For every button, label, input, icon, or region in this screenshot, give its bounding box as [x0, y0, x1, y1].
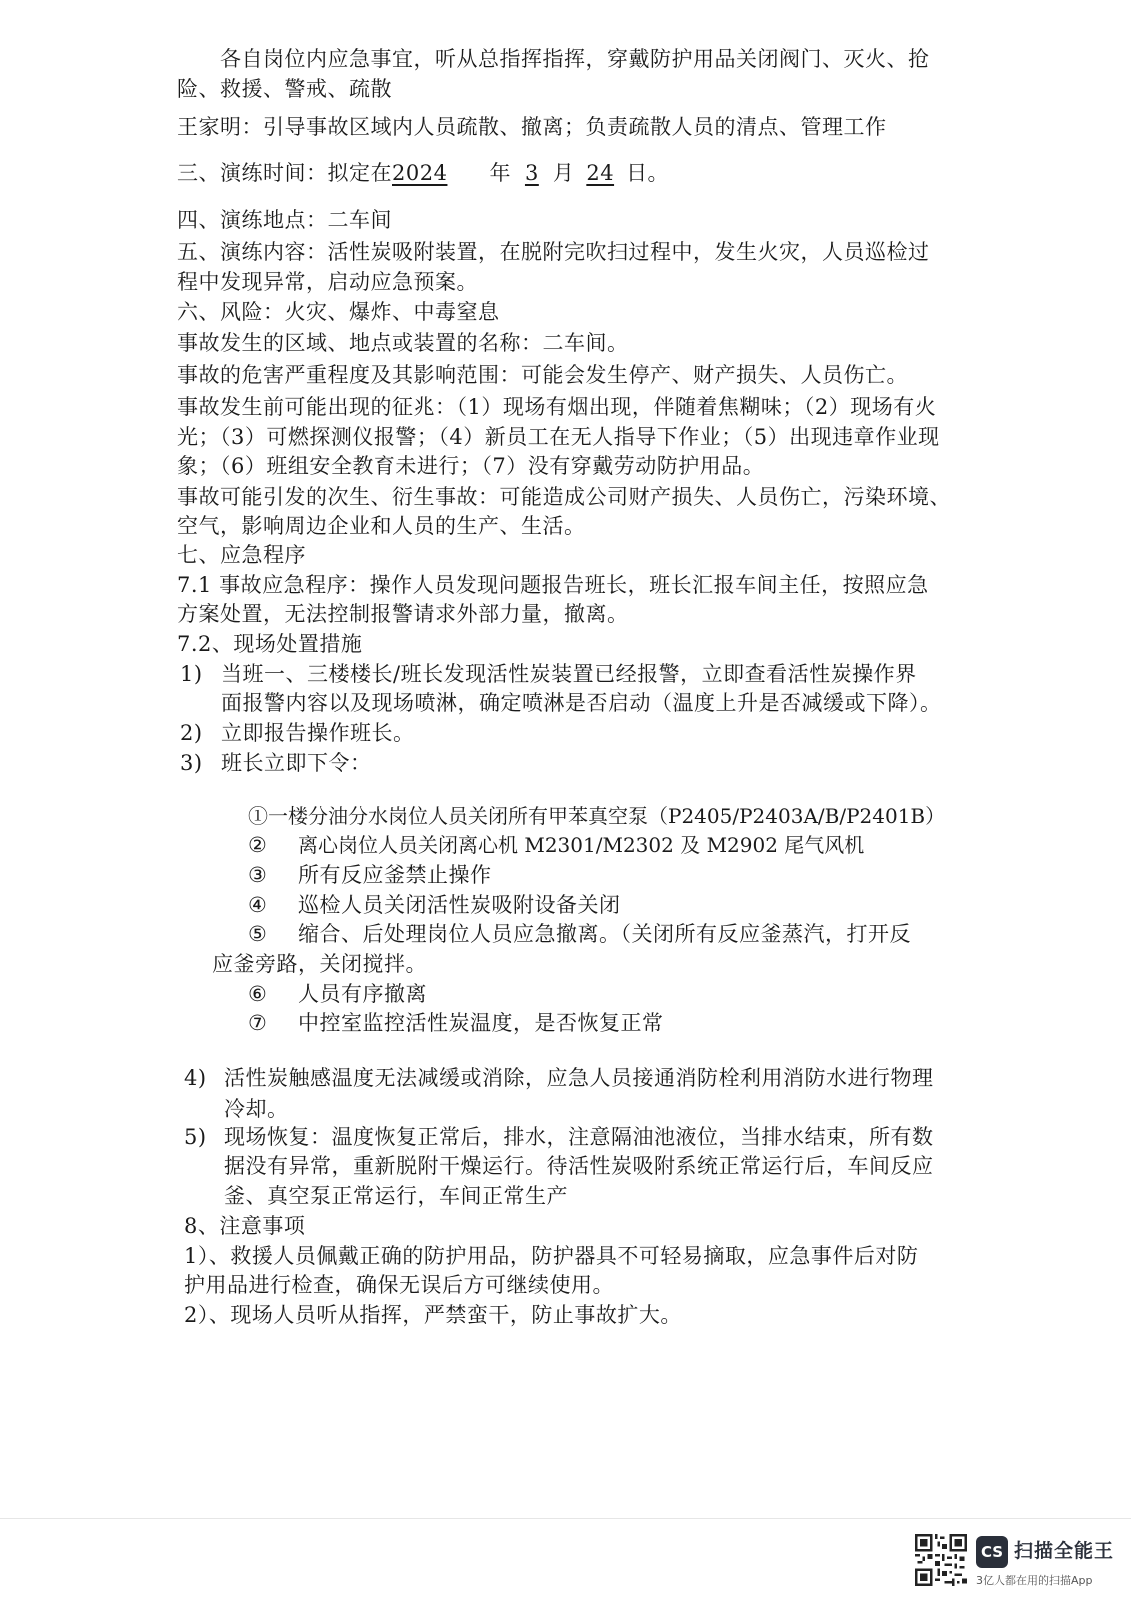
drill-time-prefix: 三、演练时间：拟定在 — [177, 161, 392, 185]
list-item-cont: 冷却。 — [224, 1097, 289, 1121]
sub-list-number: ⑦ — [248, 1011, 268, 1035]
sub-list-item: 中控室监控活性炭温度，是否恢复正常 — [298, 1011, 664, 1035]
subsection-heading: 7.2、现场处置措施 — [177, 632, 363, 656]
section-heading: 七、应急程序 — [177, 543, 306, 567]
sub-list-item: 所有反应釜禁止操作 — [298, 863, 492, 887]
list-item-cont: 釜、真空泵正常运行，车间正常生产 — [224, 1184, 568, 1208]
text-line: 方案处置，无法控制报警请求外部力量，撤离。 — [177, 602, 629, 626]
sub-list-item: ①一楼分油分水岗位人员关闭所有甲苯真空泵（P2405/P2403A/B/P2401B） — [248, 804, 946, 828]
drill-month-label: 月 — [552, 161, 575, 185]
list-item-cont: 据没有异常，重新脱附干燥运行。待活性炭吸附系统正常运行后，车间反应 — [224, 1154, 934, 1178]
drill-time-line — [177, 158, 669, 188]
sub-list-item: 人员有序撤离 — [298, 982, 427, 1006]
text-line: 事故可能引发的次生、衍生事故：可能造成公司财产损失、人员伤亡，污染环境、 — [177, 485, 951, 509]
list-number: 1) — [180, 662, 203, 686]
list-item: 当班一、三楼楼长/班长发现活性炭装置已经报警，立即查看活性炭操作界 — [221, 662, 917, 686]
sub-list-number: ② — [248, 833, 268, 857]
text-line: 程中发现异常，启动应急预案。 — [177, 270, 478, 294]
text-line: 四、演练地点：二车间 — [177, 208, 392, 232]
drill-month: 3 — [524, 161, 539, 185]
text-line: 事故发生前可能出现的征兆：（1）现场有烟出现，伴随着焦糊味；（2）现场有火 — [177, 395, 937, 419]
sub-list-item-cont: 应釜旁路，关闭搅拌。 — [212, 952, 427, 976]
text-line: 王家明：引导事故区域内人员疏散、撤离；负责疏散人员的清点、管理工作 — [177, 115, 887, 139]
drill-day-label: 日。 — [626, 161, 670, 185]
text-line: 7.1 事故应急程序：操作人员发现问题报告班长，班长汇报车间主任，按照应急 — [177, 573, 929, 597]
list-number: 4) — [184, 1066, 207, 1090]
drill-year-label: 年 — [489, 161, 511, 185]
list-item-cont: 面报警内容以及现场喷淋，确定喷淋是否启动（温度上升是否减缓或下降）。 — [221, 691, 942, 715]
sub-list-number: ⑤ — [248, 922, 268, 946]
app-name: 扫描全能王 — [1014, 1540, 1115, 1562]
text-line: 事故的危害严重程度及其影响范围：可能会发生停产、财产损失、人员伤亡。 — [177, 363, 908, 387]
drill-day: 24 — [586, 161, 615, 185]
text-line: 五、演练内容：活性炭吸附装置，在脱附完吹扫过程中，发生火灾，人员巡检过 — [177, 240, 930, 264]
drill-year: 2024 — [392, 161, 448, 185]
list-item: 活性炭触感温度无法减缓或消除，应急人员接通消防栓利用消防水进行物理 — [224, 1066, 934, 1090]
text-line: 事故发生的区域、地点或装置的名称：二车间。 — [177, 331, 629, 355]
list-number: 2) — [180, 721, 203, 745]
list-item: 现场恢复：温度恢复正常后，排水，注意隔油池液位，当排水结束，所有数 — [224, 1125, 934, 1149]
list-number: 5) — [184, 1125, 207, 1149]
list-item: 立即报告操作班长。 — [221, 721, 415, 745]
text-line: 六、风险：火灾、爆炸、中毒窒息 — [177, 300, 500, 324]
text-line: 险、救援、警戒、疏散 — [177, 77, 392, 101]
sub-list-number: ④ — [248, 893, 268, 917]
sub-list-item: 巡检人员关闭活性炭吸附设备关闭 — [298, 893, 621, 917]
footer-divider — [0, 1518, 1131, 1519]
list-item: 班长立即下令： — [221, 751, 372, 775]
text-line: 各自岗位内应急事宜，听从总指挥指挥，穿戴防护用品关闭阀门、灭火、抢 — [220, 47, 930, 71]
sub-list-number: ⑥ — [248, 982, 268, 1006]
text-line: 光；（3）可燃探测仪报警；（4）新员工在无人指导下作业；（5）出现违章作业现 — [177, 425, 940, 449]
text-line: 空气，影响周边企业和人员的生产、生活。 — [177, 514, 586, 538]
sub-list-number: ③ — [248, 863, 268, 887]
app-tagline: 3亿人都在用的扫描App — [976, 1574, 1093, 1587]
camscanner-logo: CS — [976, 1536, 1008, 1568]
text-line: 2）、现场人员听从指挥，严禁蛮干，防止事故扩大。 — [184, 1303, 682, 1327]
text-line: 1）、救援人员佩戴正确的防护用品，防护器具不可轻易摘取，应急事件后对防 — [184, 1244, 919, 1268]
list-number: 3) — [180, 751, 203, 775]
section-heading: 8、注意事项 — [184, 1214, 306, 1238]
qr-code-icon — [915, 1534, 967, 1586]
sub-list-item: 离心岗位人员关闭离心机 M2301/M2302 及 M2902 尾气风机 — [298, 833, 865, 857]
sub-list-item: 缩合、后处理岗位人员应急撤离。（关闭所有反应釜蒸汽，打开反 — [298, 922, 911, 946]
text-line: 象；（6）班组安全教育未进行；（7）没有穿戴劳动防护用品。 — [177, 454, 765, 478]
text-line: 护用品进行检查，确保无误后方可继续使用。 — [184, 1273, 614, 1297]
